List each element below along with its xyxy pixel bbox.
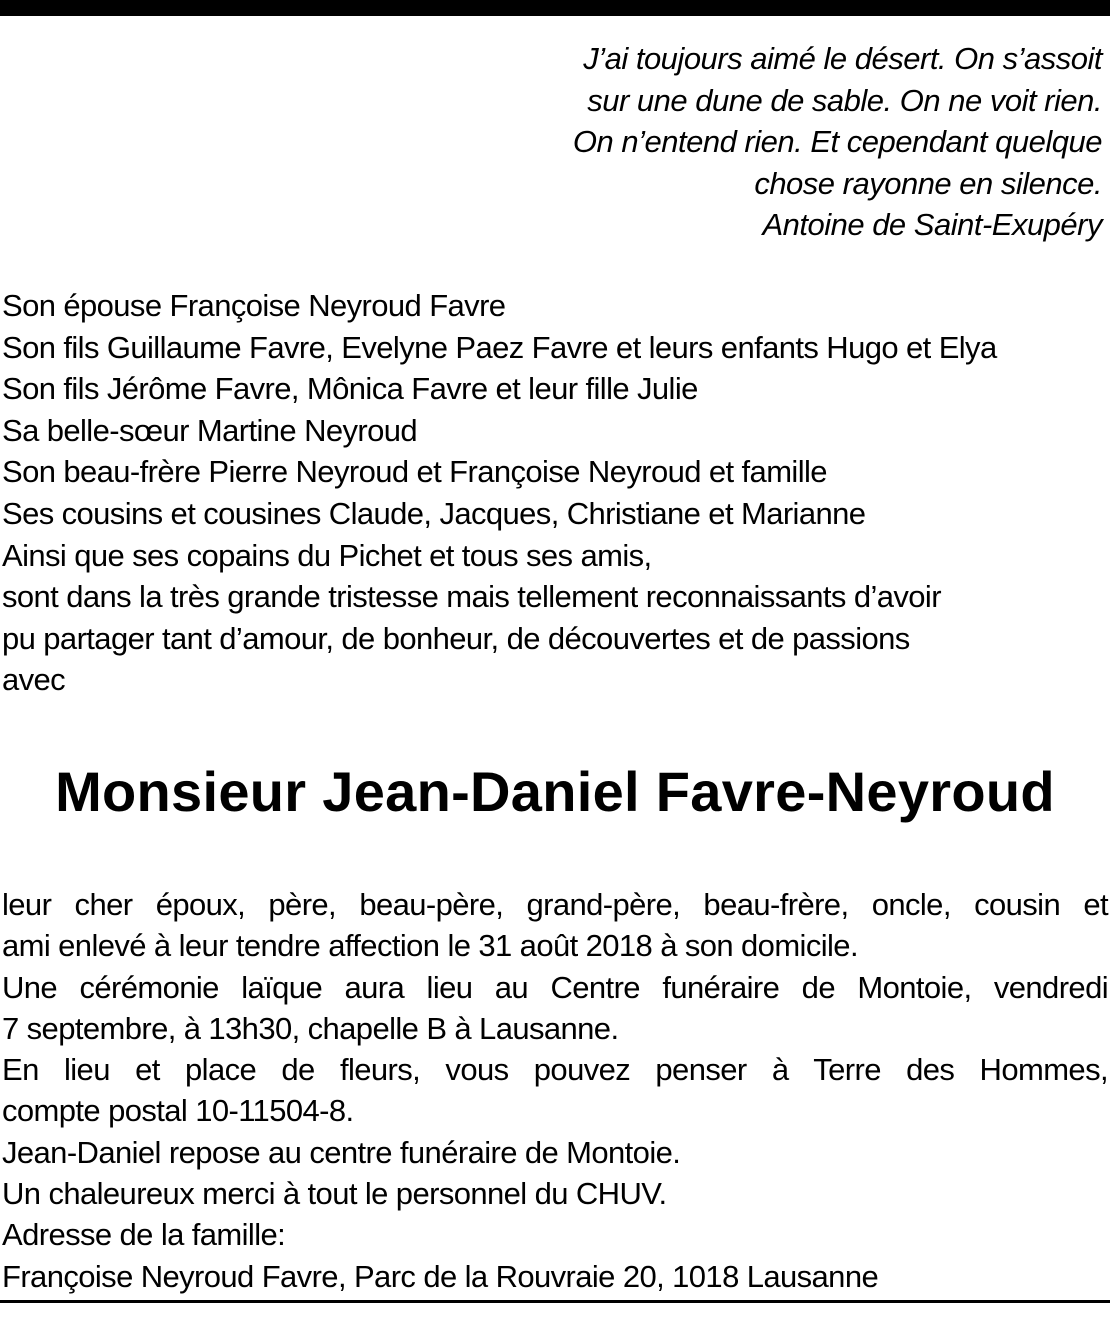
- obituary-details: [2, 884, 1108, 1297]
- family-line: Son épouse Françoise Neyroud Favre: [2, 288, 506, 323]
- family-line: pu partager tant d’amour, de bonheur, de découvertes et de passions: [2, 620, 910, 656]
- details-line: Adresse de la famille:: [2, 1217, 286, 1253]
- details-line: Une cérémonie laïque aura lieu au Centre funéraire de Montoie, vendredi: [2, 969, 1108, 1005]
- family-line: Ainsi que ses copains du Pichet et tous ses amis,: [2, 537, 652, 573]
- bottom-border-rule: [0, 1300, 1110, 1303]
- family-line: sont dans la très grande tristesse mais tellement reconnaissants d’avoir: [2, 579, 941, 615]
- details-line: Un chaleureux merci à tout le personnel du CHUV.: [2, 1176, 667, 1212]
- family-line: Son fils Jérôme Favre, Mônica Favre et leur fille Julie: [2, 371, 698, 407]
- family-line: Sa belle-sœur Martine Neyroud: [2, 412, 418, 448]
- family-line: Son beau-frère Pierre Neyroud et Françoise Neyroud et famille: [2, 454, 827, 490]
- details-line: compte postal 10-11504-8.: [2, 1093, 354, 1129]
- family-announcement: [2, 285, 1108, 701]
- details-line: leur cher époux, père, beau-père, grand-père, beau-frère, oncle, cousin et: [2, 887, 1108, 922]
- quote-line: chose rayonne en silence.: [754, 165, 1102, 201]
- top-border-rule: [0, 0, 1110, 16]
- family-line: Ses cousins et cousines Claude, Jacques, Christiane et Marianne: [2, 495, 866, 531]
- quote-line: J’ai toujours aimé le désert. On s’assoit: [583, 41, 1102, 76]
- epigraph-quote: [462, 38, 1102, 246]
- deceased-name-heading: Monsieur Jean-Daniel Favre-Neyroud: [55, 760, 1055, 823]
- quote-line: On n’entend rien. Et cependant quelque: [572, 124, 1102, 159]
- family-line: avec: [2, 662, 66, 698]
- details-line: Jean-Daniel repose au centre funéraire de Montoie.: [2, 1134, 681, 1170]
- quote-line: sur une dune de sable. On ne voit rien.: [587, 82, 1102, 118]
- details-line: Françoise Neyroud Favre, Parc de la Rouvraie 20, 1018 Lausanne: [2, 1258, 879, 1294]
- details-line: 7 septembre, à 13h30, chapelle B à Lausanne.: [2, 1010, 619, 1046]
- family-line: Son fils Guillaume Favre, Evelyne Paez Favre et leurs enfants Hugo et Elya: [2, 329, 997, 365]
- details-line: En lieu et place de fleurs, vous pouvez penser à Terre des Hommes,: [2, 1052, 1108, 1088]
- quote-author: Antoine de Saint-Exupéry: [762, 207, 1102, 242]
- details-line: ami enlevé à leur tendre affection le 31 août 2018 à son domicile.: [2, 928, 858, 964]
